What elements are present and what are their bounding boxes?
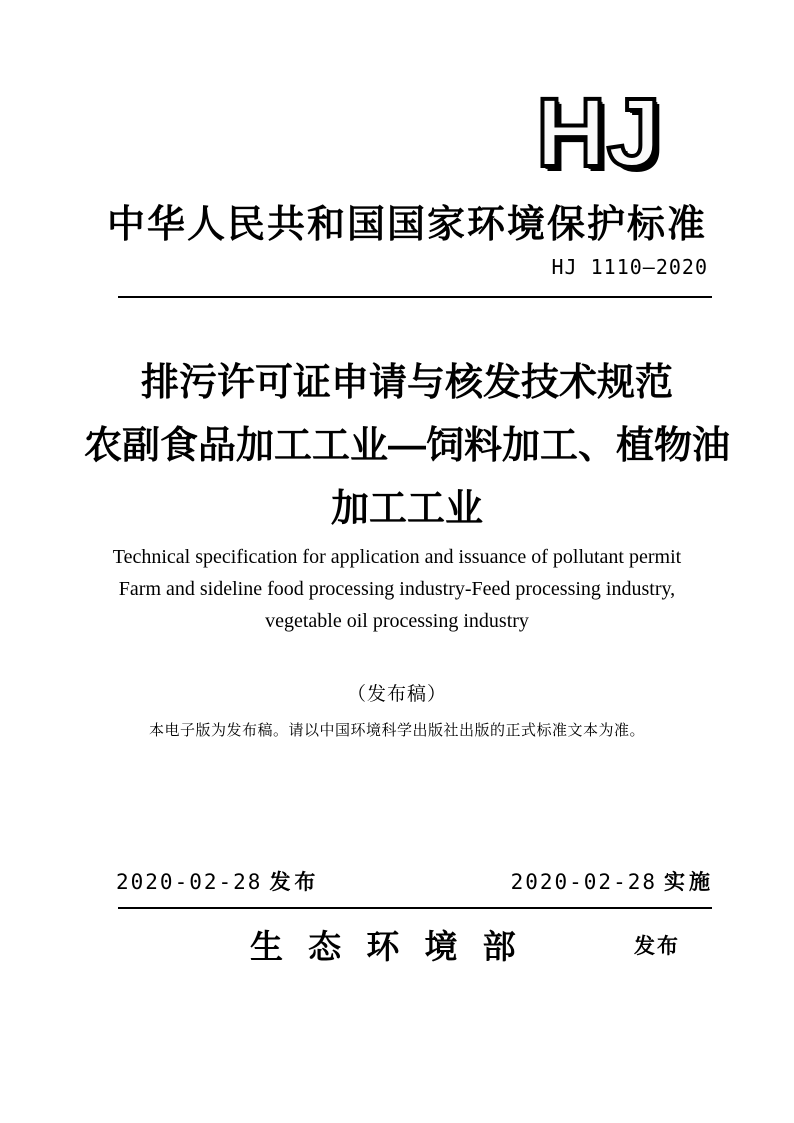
issue-date-label: 发布 [269,871,320,894]
title-chinese-line: 排污许可证申请与核发技术规范 [140,362,673,404]
top-divider [118,296,712,298]
implement-date-label: 实施 [664,871,714,894]
dates-row [116,866,714,896]
title-english-line: vegetable oil processing industry [265,610,529,632]
implement-date: 2020-02-28 [510,870,657,894]
issue-date-group [116,866,319,896]
title-chinese-line: 加工工业 [330,488,483,530]
hj-logo: HJ [536,78,662,187]
electronic-version-note: 本电子版为发布稿。请以中国环境科学出版社出版的正式标准文本为准。 [148,722,645,739]
title-english-line: Farm and sideline food processing industry-Feed processing industry, [118,578,676,600]
standard-number: HJ 1110—2020 [551,255,708,279]
publish-label: 发布 [634,935,680,958]
title-english-line: Technical specification for application and issuance of pollutant permit [112,546,682,568]
implement-date-group [511,866,714,896]
title-chinese [80,352,734,541]
bottom-divider [118,907,712,909]
title-english [80,541,714,637]
draft-version-label: （发布稿） [346,684,447,705]
ministry-name: 生 态 环 境 部 [250,928,516,965]
national-standard-heading: 中华人民共和国国家环境保护标准 [106,204,707,246]
title-chinese-line: 农副食品加工工业—饲料加工、植物油 [83,425,730,467]
issue-date: 2020-02-28 [116,870,263,894]
